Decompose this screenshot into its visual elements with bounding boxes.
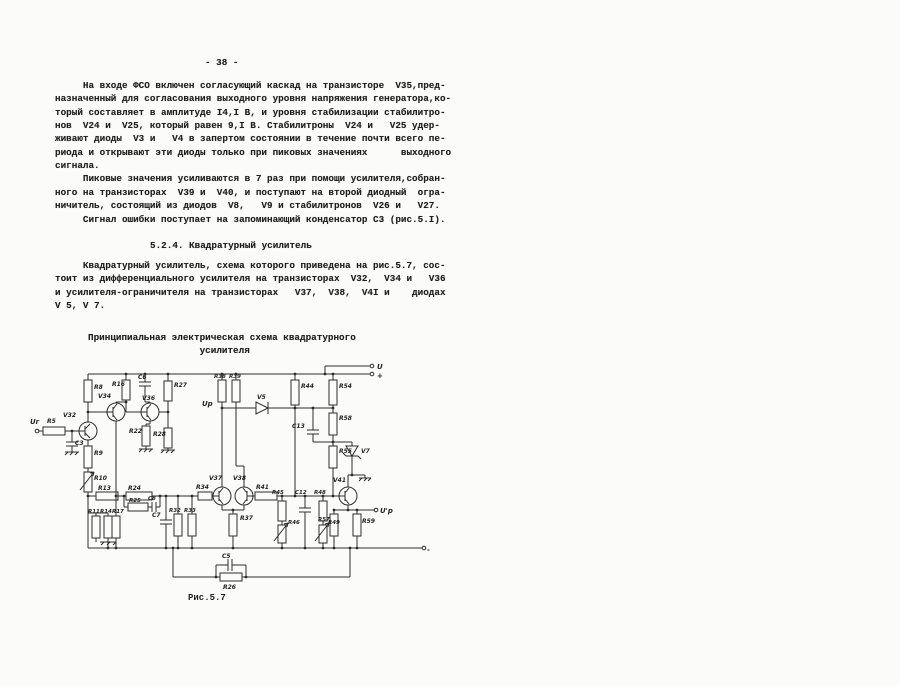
component-label-R34: R34 [196, 484, 209, 491]
component-label-R9: R9 [94, 450, 103, 457]
component-label-Up: Up [202, 400, 213, 408]
page-number-line: - 38 - [205, 57, 239, 68]
component-label-R22: R22 [129, 428, 142, 435]
component-label-V37: V37 [209, 475, 222, 482]
transistor-v38 [235, 487, 253, 505]
component-label-C8: C8 [148, 496, 156, 502]
component-label-R13: R13 [98, 485, 111, 492]
component-label-U: U [377, 363, 383, 371]
paragraph-1-line: торый составляет в амплитуде I4,I В, и уровня стабилизации стабилитро- [55, 106, 446, 118]
potentiometer-arrows [80, 472, 329, 541]
circuit-diagram [30, 358, 440, 608]
component-label-C12: C12 [295, 490, 307, 496]
component-label-V5: V5 [257, 394, 266, 401]
component-label-R55: R55 [339, 448, 352, 455]
paragraph-1-line: назначенный для согласования выходного уровня напряжения генератора,ко- [55, 93, 452, 105]
component-label-R48: R48 [314, 490, 326, 496]
ground-symbols [65, 449, 371, 545]
component-label-R8: R8 [94, 384, 103, 391]
diode-v5 [256, 402, 268, 414]
component-label-C6: C6 [138, 374, 147, 381]
component-label-R26: R26 [223, 584, 236, 591]
paragraph-1-line: Пиковые значения усиливаются в 7 раз при помощи усилителя,собран- [55, 173, 446, 185]
component-label-R57: R57 [318, 517, 330, 523]
component-label-V7: V7 [361, 448, 370, 455]
paragraph-1-line: сигнала. [55, 160, 100, 172]
component-label-: - [427, 546, 430, 554]
paragraph-1-line: Сигнал ошибки поступает на запоминающий конденсатор С3 (рис.5.I). [55, 213, 446, 225]
component-label-R49: R49 [328, 520, 340, 526]
component-label-R59: R59 [362, 518, 375, 525]
component-label-C3: C3 [75, 440, 84, 447]
component-label-R32: R32 [169, 508, 181, 514]
component-label-R41: R41 [256, 484, 269, 491]
wires [39, 366, 422, 577]
component-label-R16: R16 [112, 381, 125, 388]
component-label-C7: C7 [152, 512, 161, 519]
component-label-V34: V34 [98, 393, 111, 400]
component-label-R14: R14 [100, 509, 112, 515]
paragraph-1-line: риода и открывают эти диоды только при пиковых значениях выходного [55, 146, 452, 158]
component-label-R25: R25 [129, 498, 141, 504]
component-label-R5: R5 [47, 418, 56, 425]
component-label-Uг: Uг [30, 418, 40, 426]
transistor-v36 [141, 403, 159, 421]
paragraph-1-line: На входе ФСО включен согласующий каскад на транзисторе V35,пред- [55, 80, 446, 91]
component-label-R38: R38 [214, 374, 226, 380]
component-label-R28: R28 [153, 431, 166, 438]
section-heading-line: 5.2.4. Квадратурный усилитель [150, 240, 312, 251]
component-label-U'p: U'p [380, 507, 393, 515]
component-label-V38: V38 [233, 475, 246, 482]
component-label-Рис.5.7: Рис.5.7 [188, 593, 226, 603]
component-label-R46: R46 [288, 520, 300, 526]
component-labels [30, 363, 430, 603]
paragraph-1-line: ничитель, состоящий из диодов V8, V9 и стабилитронов V26 и V27. [55, 200, 440, 212]
component-label-R33: R33 [184, 508, 196, 514]
paragraph-2-line: Квадратурный усилитель, схема которого приведена на рис.5.7, сос- [55, 260, 446, 271]
transistor-v41 [339, 487, 357, 505]
figure-caption-line: Принципиальная электрическая схема квадратурного [88, 332, 356, 343]
component-label-C5: C5 [222, 553, 231, 560]
component-label-: + [377, 372, 383, 380]
component-label-V36: V36 [142, 395, 155, 402]
component-label-C13: C13 [292, 423, 305, 430]
component-label-R39: R39 [229, 374, 241, 380]
paragraph-1-line: нов V24 и V25, который равен 9,I В. Стабилитроны V24 и V25 удер- [55, 120, 440, 132]
component-label-R10: R10 [94, 475, 107, 482]
figure-caption-line: усилителя [88, 345, 250, 357]
transistor-v32 [79, 422, 97, 440]
paragraph-1-line: ного на транзисторах V39 и V40, и поступают на второй диодный огра- [55, 186, 446, 198]
paragraph-2-line: и усилителя-ограничителя на транзисторах V37, V38, V4I и диодах [55, 286, 446, 298]
component-label-V32: V32 [63, 412, 76, 419]
paragraph-1-line: живают диоды V3 и V4 в запертом состоянии в течение почти всего пе- [55, 133, 446, 145]
paragraph-2-line: V 5, V 7. [55, 300, 106, 312]
component-label-V41: V41 [333, 477, 346, 484]
component-label-R37: R37 [240, 515, 253, 522]
component-label-R11: R11 [88, 509, 100, 515]
transistor-v37 [213, 487, 231, 505]
component-label-R54: R54 [339, 383, 352, 390]
component-label-R27: R27 [174, 382, 187, 389]
transistor-v34 [107, 403, 125, 421]
paragraph-2-line: тоит из дифференциального усилителя на транзисторах V32, V34 и V36 [55, 273, 446, 285]
component-label-R45: R45 [272, 490, 284, 496]
component-label-R44: R44 [301, 383, 314, 390]
component-label-R17: R17 [112, 509, 124, 515]
component-label-R24: R24 [128, 485, 141, 492]
component-label-R58: R58 [339, 415, 352, 422]
